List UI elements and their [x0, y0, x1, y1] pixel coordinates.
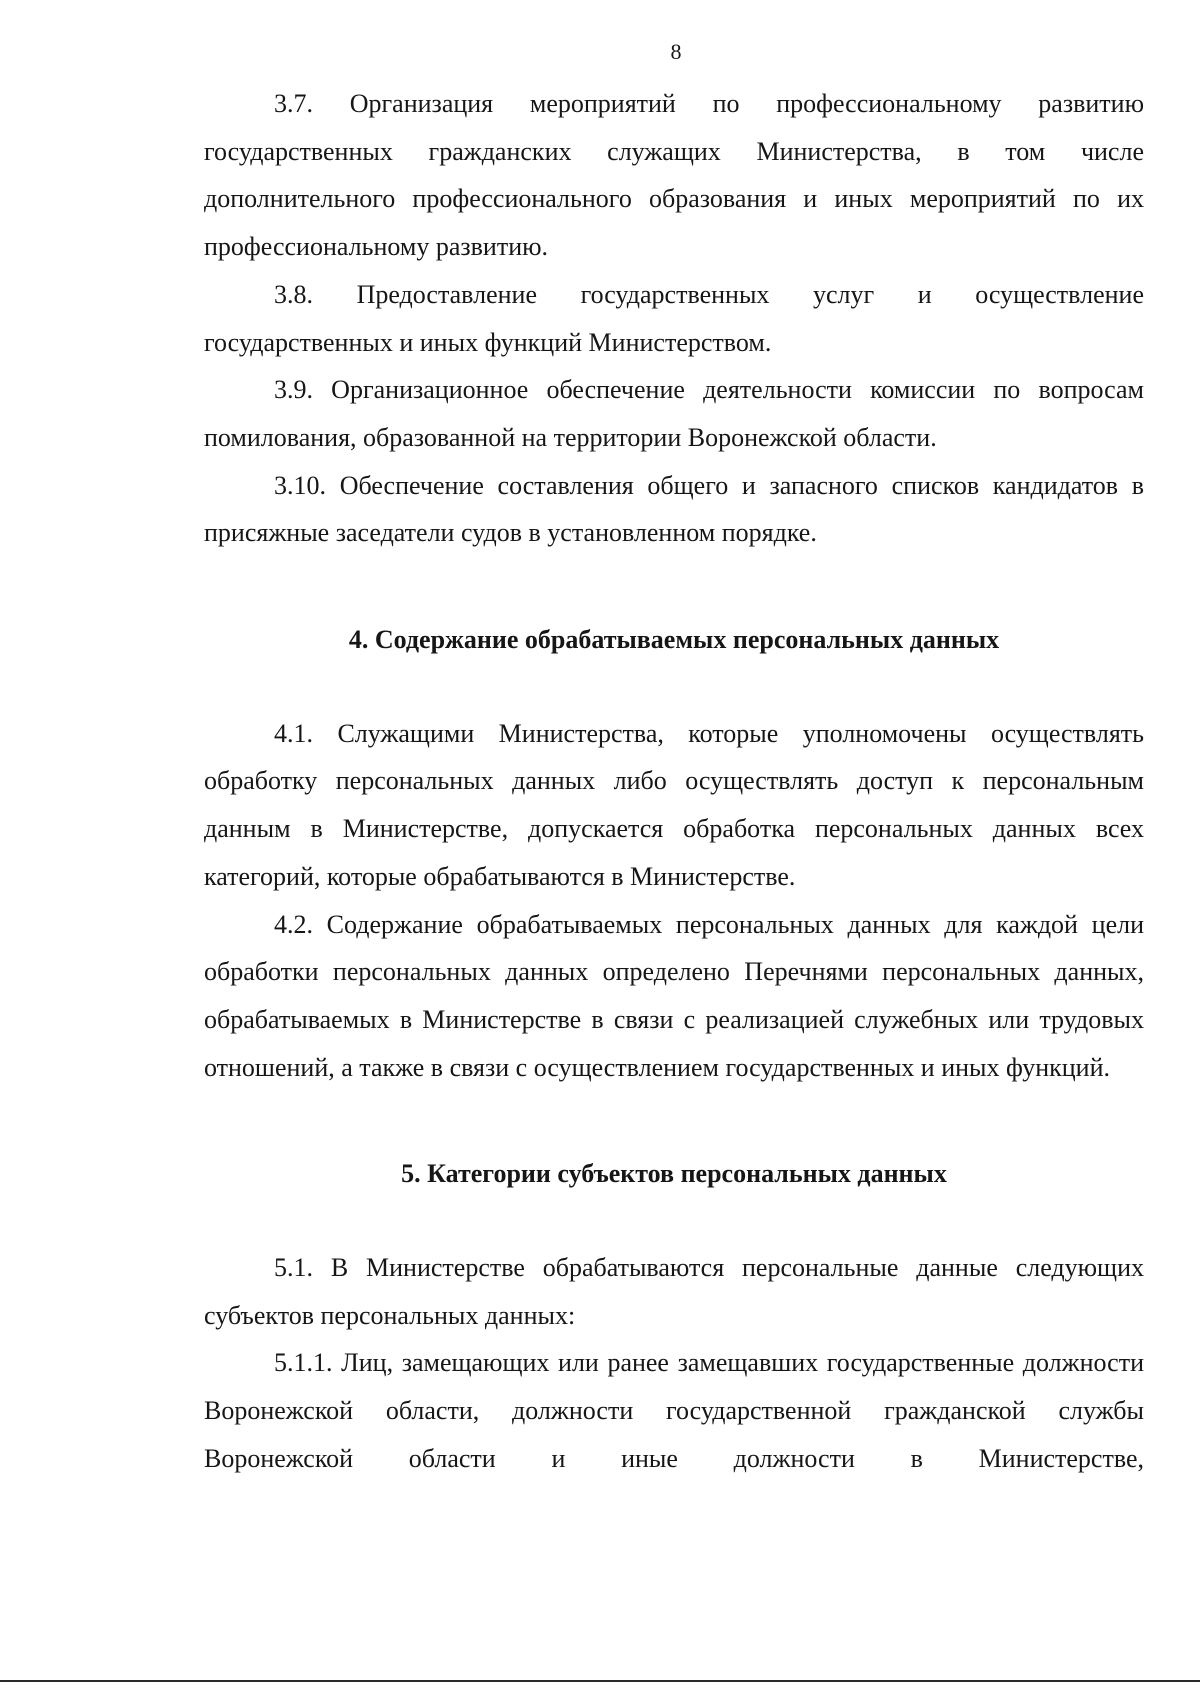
- section-spacer: [204, 664, 1144, 710]
- section-4-heading: 4. Содержание обрабатываемых персональных данных: [348, 625, 1000, 655]
- document-body: [204, 80, 1144, 1483]
- page-number: 8: [670, 39, 682, 64]
- paragraph-3-10: 3.10. Обеспечение составления общего и запасного списков кандидатов в присяжные заседатели судов в установленном порядке.: [204, 470, 1144, 548]
- paragraph-5-1-1: 5.1.1. Лиц, замещающих или ранее замещавших государственные должности Воронежской области, должности государственной гражданской службы Воронежской области и иные должности в Министерстве,: [204, 1348, 1144, 1473]
- section-spacer: [204, 1198, 1144, 1244]
- paragraph-4-1: 4.1. Служащими Министерства, которые уполномочены осуществлять обработку персональных данных либо осуществлять доступ к персональным данным в Министерстве, допускается обработка персональных данных всех категорий, которые обрабатываются в Министерстве.: [204, 718, 1144, 891]
- paragraph-3-9: 3.9. Организационное обеспечение деятельности комиссии по вопросам помилования, образованной на территории Воронежской области.: [204, 375, 1144, 452]
- scan-edge-line: [0, 1680, 1200, 1682]
- paragraph-3-8: 3.8. Предоставление государственных услуг и осуществление государственных и иных функций Министерством.: [204, 279, 1144, 357]
- paragraph-5-1: 5.1. В Министерстве обрабатываются персональные данные следующих субъектов персональных данных:: [204, 1253, 1144, 1330]
- section-spacer: [204, 557, 1144, 616]
- section-spacer: [204, 1091, 1144, 1150]
- paragraph-3-7: 3.7. Организация мероприятий по профессиональному развитию государственных гражданских служащих Министерства, в том числе дополнительного профессионального образования и иных мероприятий по их профессиональному развитию.: [204, 89, 1144, 262]
- paragraph-4-2: 4.2. Содержание обрабатываемых персональных данных для каждой цели обработки персональных данных определено Перечнями персональных данных, обрабатываемых в Министерстве в связи с реализацией служебных или трудовых отношений, а также в связи с осуществлением государственных и иных функций.: [204, 909, 1144, 1082]
- section-5-heading: 5. Категории субъектов персональных данных: [401, 1159, 947, 1189]
